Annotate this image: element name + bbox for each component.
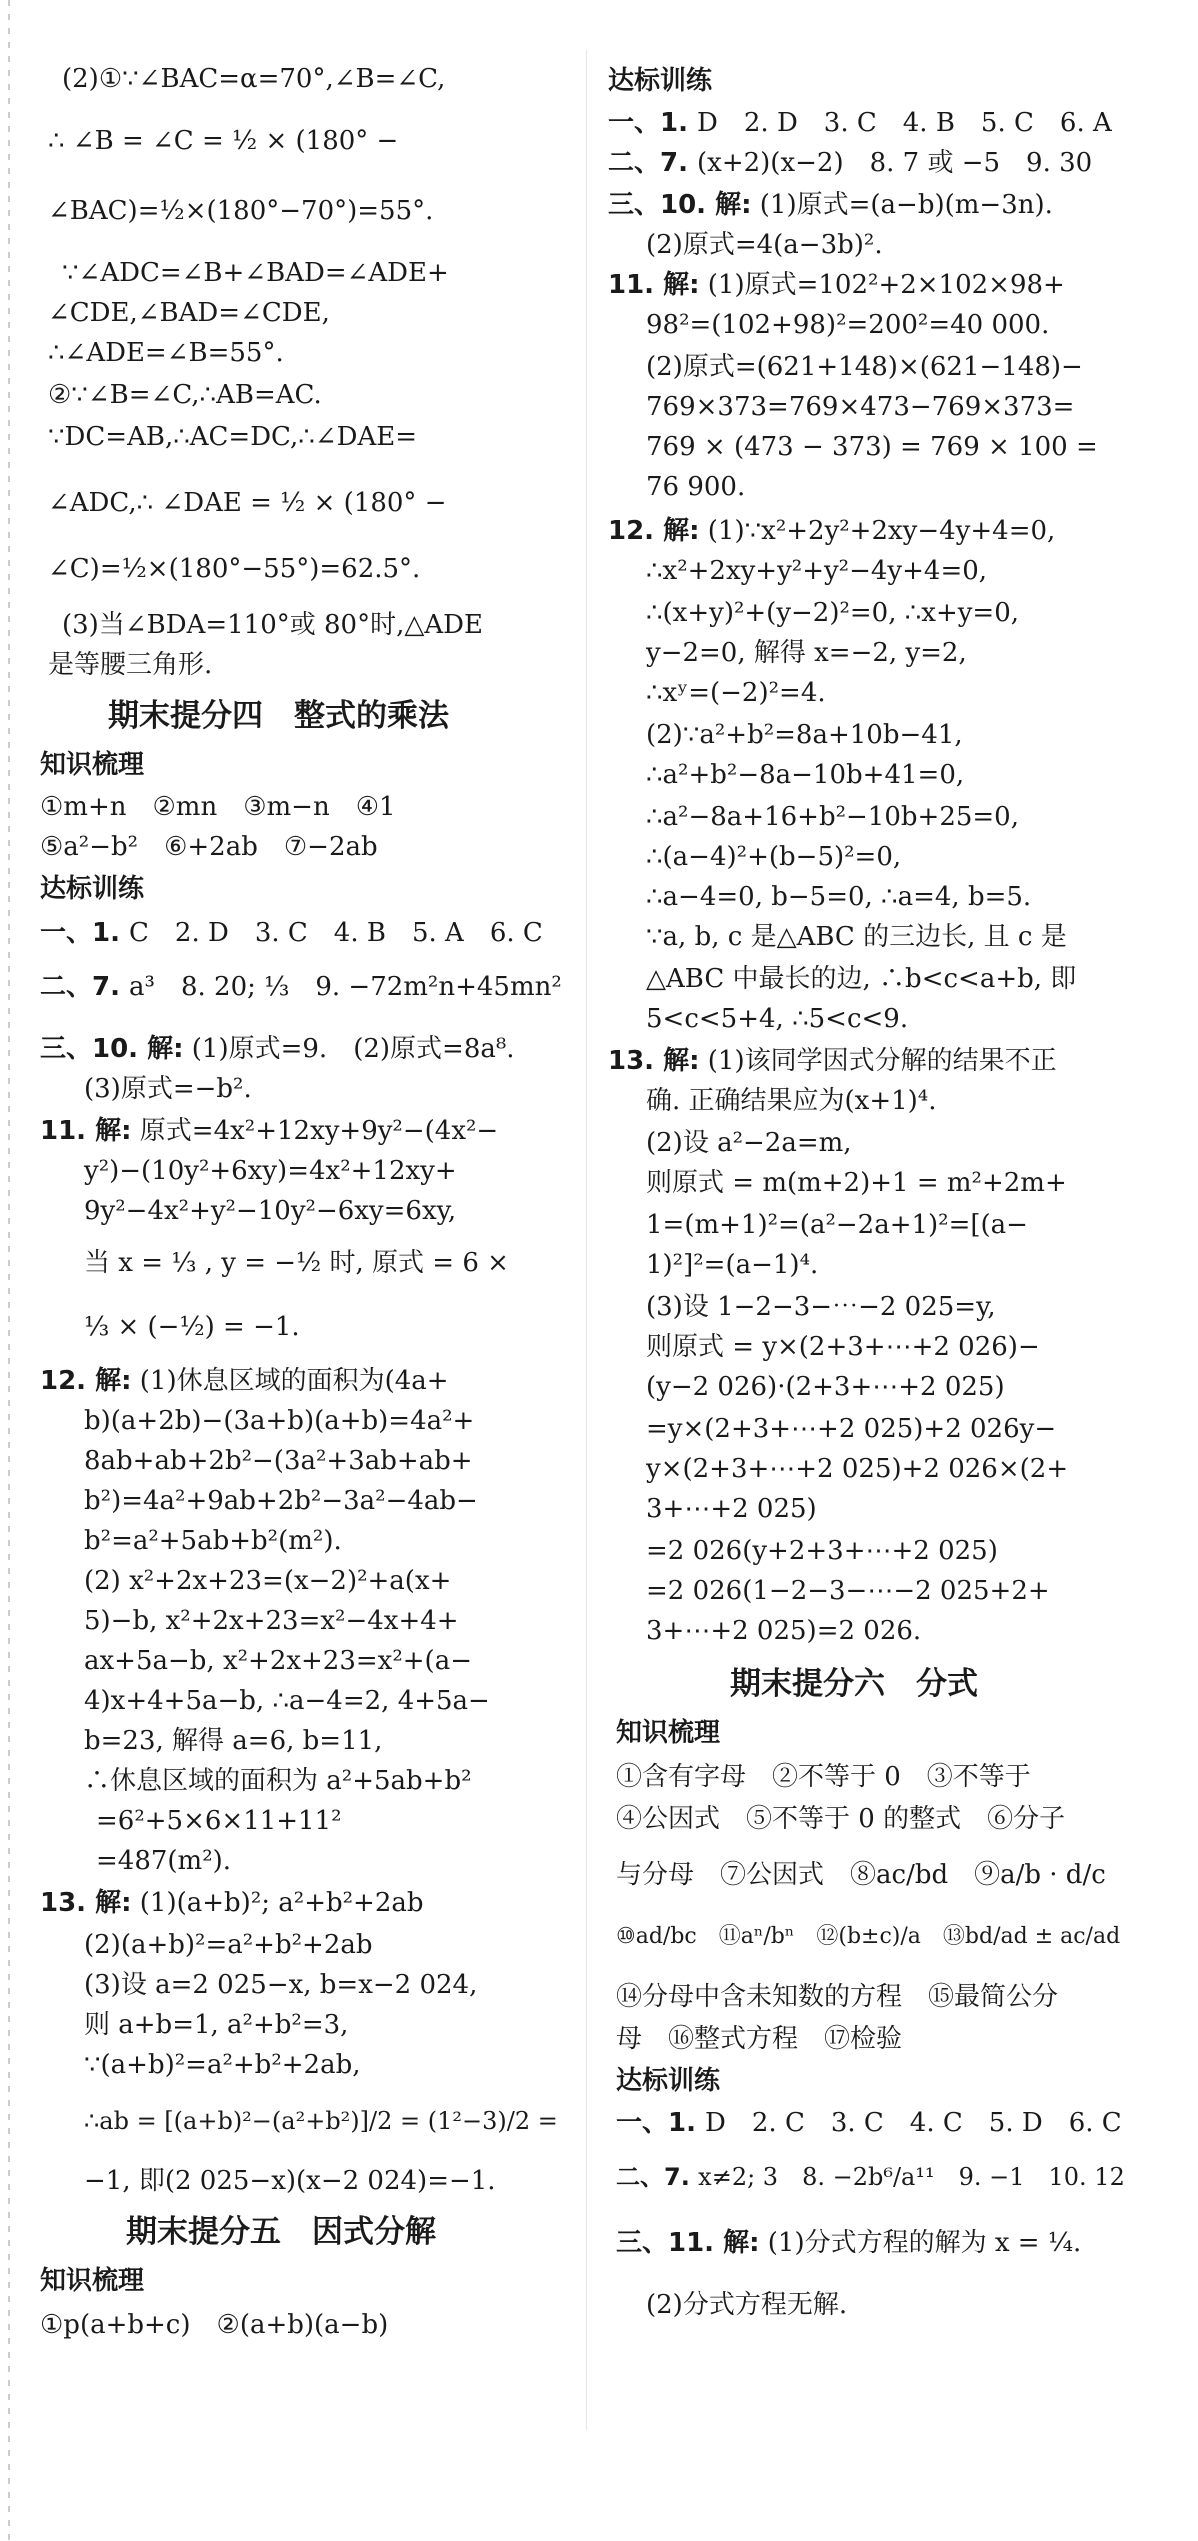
answer-line: 则原式 = y×(2+3+⋯+2 026)−	[646, 1332, 1040, 1362]
answer-line: 13. 解: (1)(a+b)²; a²+b²+2ab	[40, 1888, 424, 1918]
answer-line: ⅓ × (−½) = −1.	[84, 1312, 300, 1342]
binding-edge-marks	[8, 0, 10, 2541]
answer-line: ∠CDE,∠BAD=∠CDE,	[48, 298, 330, 328]
knowledge-label: 知识梳理	[40, 750, 145, 780]
answer-line: 1)²]²=(a−1)⁴.	[646, 1250, 819, 1280]
section-title: 期末提分六 分式	[730, 1666, 978, 1702]
answer-line: b²=a²+5ab+b²(m²).	[84, 1526, 342, 1556]
answer-line: ax+5a−b, x²+2x+23=x²+(a−	[84, 1646, 472, 1676]
answer-line: ∴ab = [(a+b)²−(a²+b²)]/2 = (1²−3)/2 =	[84, 2107, 558, 2135]
answer-line: 二、7. a³ 8. 20; ⅓ 9. −72m²n+45mn²	[40, 972, 562, 1002]
answer-line: 则 a+b=1, a²+b²=3,	[84, 2010, 349, 2040]
answer-line: 12. 解: (1)休息区域的面积为(4a+	[40, 1366, 449, 1396]
answer-line: y−2=0, 解得 x=−2, y=2,	[646, 638, 967, 668]
answer-line: (3)原式=−b².	[84, 1074, 252, 1104]
answer-line: b=23, 解得 a=6, b=11,	[84, 1726, 383, 1756]
answer-line: ∵(a+b)²=a²+b²+2ab,	[84, 2050, 361, 2080]
knowledge-label: 知识梳理	[616, 1718, 721, 1748]
answer-line: 5<c<5+4, ∴5<c<9.	[646, 1004, 909, 1034]
answer-line: 当 x = ⅓ , y = −½ 时, 原式 = 6 ×	[84, 1248, 509, 1278]
answer-line: 12. 解: (1)∵x²+2y²+2xy−4y+4=0,	[608, 516, 1056, 546]
answer-line: 二、7. (x+2)(x−2) 8. 7 或 −5 9. 30	[608, 148, 1093, 178]
training-label: 达标训练	[616, 2066, 721, 2096]
answer-line: (3)设 1−2−3−⋯−2 025=y,	[646, 1292, 996, 1322]
answer-line: 三、11. 解: (1)分式方程的解为 x = ¼.	[616, 2228, 1082, 2258]
answer-line: 9y²−4x²+y²−10y²−6xy=6xy,	[84, 1196, 457, 1226]
answer-line: ∴a²+b²−8a−10b+41=0,	[646, 760, 965, 790]
answer-line: 769 × (473 − 373) = 769 × 100 =	[646, 432, 1098, 462]
answer-line: ∴∠ADE=∠B=55°.	[48, 338, 284, 368]
answer-line: 3+⋯+2 025)=2 026.	[646, 1616, 922, 1646]
answer-line: (y−2 026)·(2+3+⋯+2 025)	[646, 1372, 1005, 1402]
answer-line: ∴(x+y)²+(y−2)²=0, ∴x+y=0,	[646, 598, 1020, 628]
answer-line: (2)①∵∠BAC=α=70°,∠B=∠C,	[62, 64, 446, 94]
answer-line: ∴(a−4)²+(b−5)²=0,	[646, 842, 902, 872]
answer-line: ∠BAC)=½×(180°−70°)=55°.	[48, 196, 434, 226]
answer-line: 一、1. D 2. C 3. C 4. C 5. D 6. C	[616, 2108, 1122, 2138]
answer-line: (2)分式方程无解.	[646, 2290, 848, 2320]
answer-line: 11. 解: 原式=4x²+12xy+9y²−(4x²−	[40, 1116, 499, 1146]
training-label: 达标训练	[40, 874, 145, 904]
answer-line: =2 026(1−2−3−⋯−2 025+2+	[646, 1576, 1050, 1606]
answer-line: ∴a−4=0, b−5=0, ∴a=4, b=5.	[646, 882, 1032, 912]
answer-line: 98²=(102+98)²=200²=40 000.	[646, 310, 1050, 340]
answer-line: y²)−(10y²+6xy)=4x²+12xy+	[84, 1156, 457, 1186]
answer-line: ∴xʸ=(−2)²=4.	[646, 678, 826, 708]
answer-line: ∵a, b, c 是△ABC 的三边长, 且 c 是	[646, 922, 1067, 952]
answer-line: ∴休息区域的面积为 a²+5ab+b²	[84, 1766, 472, 1796]
answer-line: 一、1. C 2. D 3. C 4. B 5. A 6. C	[40, 918, 543, 948]
answer-line: (2)设 a²−2a=m,	[646, 1128, 852, 1158]
answer-line: −1, 即(2 025−x)(x−2 024)=−1.	[84, 2166, 496, 2196]
answer-line: ∵∠ADC=∠B+∠BAD=∠ADE+	[62, 258, 449, 288]
answer-line: 则原式 = m(m+2)+1 = m²+2m+	[646, 1168, 1067, 1198]
answer-line: ②∵∠B=∠C,∴AB=AC.	[48, 380, 322, 410]
answer-line: 三、10. 解: (1)原式=(a−b)(m−3n).	[608, 190, 1053, 220]
answer-line: (3)当∠BDA=110°或 80°时,△ADE	[62, 610, 483, 640]
answer-line: ∠C)=½×(180°−55°)=62.5°.	[48, 554, 421, 584]
answer-line: (2)原式=4(a−3b)².	[646, 230, 883, 260]
answer-line: 11. 解: (1)原式=102²+2×102×98+	[608, 270, 1065, 300]
answer-line: 确. 正确结果应为(x+1)⁴.	[646, 1086, 937, 1116]
knowledge-label: 知识梳理	[40, 2266, 145, 2296]
answer-line: 1=(m+1)²=(a²−2a+1)²=[(a−	[646, 1210, 1028, 1240]
column-divider	[586, 50, 587, 2430]
answer-line: 二、7. x≠2; 3 8. −2b⁶/a¹¹ 9. −1 10. 12	[616, 2163, 1125, 2191]
training-label: 达标训练	[608, 66, 713, 96]
answer-line: =6²+5×6×11+11²	[96, 1806, 342, 1836]
knowledge-line: ①m+n ②mn ③m−n ④1	[40, 792, 396, 822]
knowledge-line: ④公因式 ⑤不等于 0 的整式 ⑥分子	[616, 1804, 1066, 1834]
answer-line: ∵DC=AB,∴AC=DC,∴∠DAE=	[48, 422, 418, 452]
answer-line: (2)(a+b)²=a²+b²+2ab	[84, 1930, 373, 1960]
answer-line: 3+⋯+2 025)	[646, 1494, 817, 1524]
answer-line: ∴ ∠B = ∠C = ½ × (180° −	[48, 126, 399, 156]
answer-line: (2)∵a²+b²=8a+10b−41,	[646, 720, 963, 750]
knowledge-line: 母 ⑯整式方程 ⑰检验	[616, 2024, 903, 2054]
answer-line: b)(a+2b)−(3a+b)(a+b)=4a²+	[84, 1406, 475, 1436]
knowledge-line: ⑩ad/bc ⑪aⁿ/bⁿ ⑫(b±c)/a ⑬bd/ad ± ac/ad	[616, 1924, 1121, 1949]
answer-line: 8ab+ab+2b²−(3a²+3ab+ab+	[84, 1446, 473, 1476]
knowledge-line: ⑭分母中含未知数的方程 ⑮最简公分	[616, 1982, 1059, 2012]
answer-line: ∴a²−8a+16+b²−10b+25=0,	[646, 802, 1019, 832]
answer-line: =487(m²).	[96, 1846, 232, 1876]
answer-line: 5)−b, x²+2x+23=x²−4x+4+	[84, 1606, 459, 1636]
answer-line: 769×373=769×473−769×373=	[646, 392, 1075, 422]
section-title: 期末提分五 因式分解	[126, 2214, 436, 2250]
knowledge-line: ⑤a²−b² ⑥+2ab ⑦−2ab	[40, 832, 378, 862]
answer-line: 4)x+4+5a−b, ∴a−4=2, 4+5a−	[84, 1686, 490, 1716]
answer-line: y×(2+3+⋯+2 025)+2 026×(2+	[646, 1454, 1069, 1484]
answer-line: (2)原式=(621+148)×(621−148)−	[646, 352, 1083, 382]
answer-line: 13. 解: (1)该同学因式分解的结果不正	[608, 1046, 1057, 1076]
answer-line: ∴x²+2xy+y²+y²−4y+4=0,	[646, 556, 988, 586]
answer-line: 是等腰三角形.	[48, 650, 213, 680]
answer-line: 76 900.	[646, 472, 746, 502]
knowledge-line: 与分母 ⑦公因式 ⑧ac/bd ⑨a/b · d/c	[616, 1860, 1106, 1890]
answer-line: 一、1. D 2. D 3. C 4. B 5. C 6. A	[608, 108, 1112, 138]
answer-line: (2) x²+2x+23=(x−2)²+a(x+	[84, 1566, 452, 1596]
knowledge-line: ①p(a+b+c) ②(a+b)(a−b)	[40, 2310, 389, 2340]
answer-line: 三、10. 解: (1)原式=9. (2)原式=8a⁸.	[40, 1034, 515, 1064]
answer-line: =2 026(y+2+3+⋯+2 025)	[646, 1536, 998, 1566]
answer-line: =y×(2+3+⋯+2 025)+2 026y−	[646, 1414, 1057, 1444]
answer-line: (3)设 a=2 025−x, b=x−2 024,	[84, 1970, 478, 2000]
section-title: 期末提分四 整式的乘法	[108, 698, 449, 734]
answer-line: △ABC 中最长的边, ∴b<c<a+b, 即	[646, 964, 1077, 994]
answer-line: ∠ADC,∴ ∠DAE = ½ × (180° −	[48, 488, 447, 518]
knowledge-line: ①含有字母 ②不等于 0 ③不等于	[616, 1762, 1031, 1792]
answer-line: b²)=4a²+9ab+2b²−3a²−4ab−	[84, 1486, 478, 1516]
